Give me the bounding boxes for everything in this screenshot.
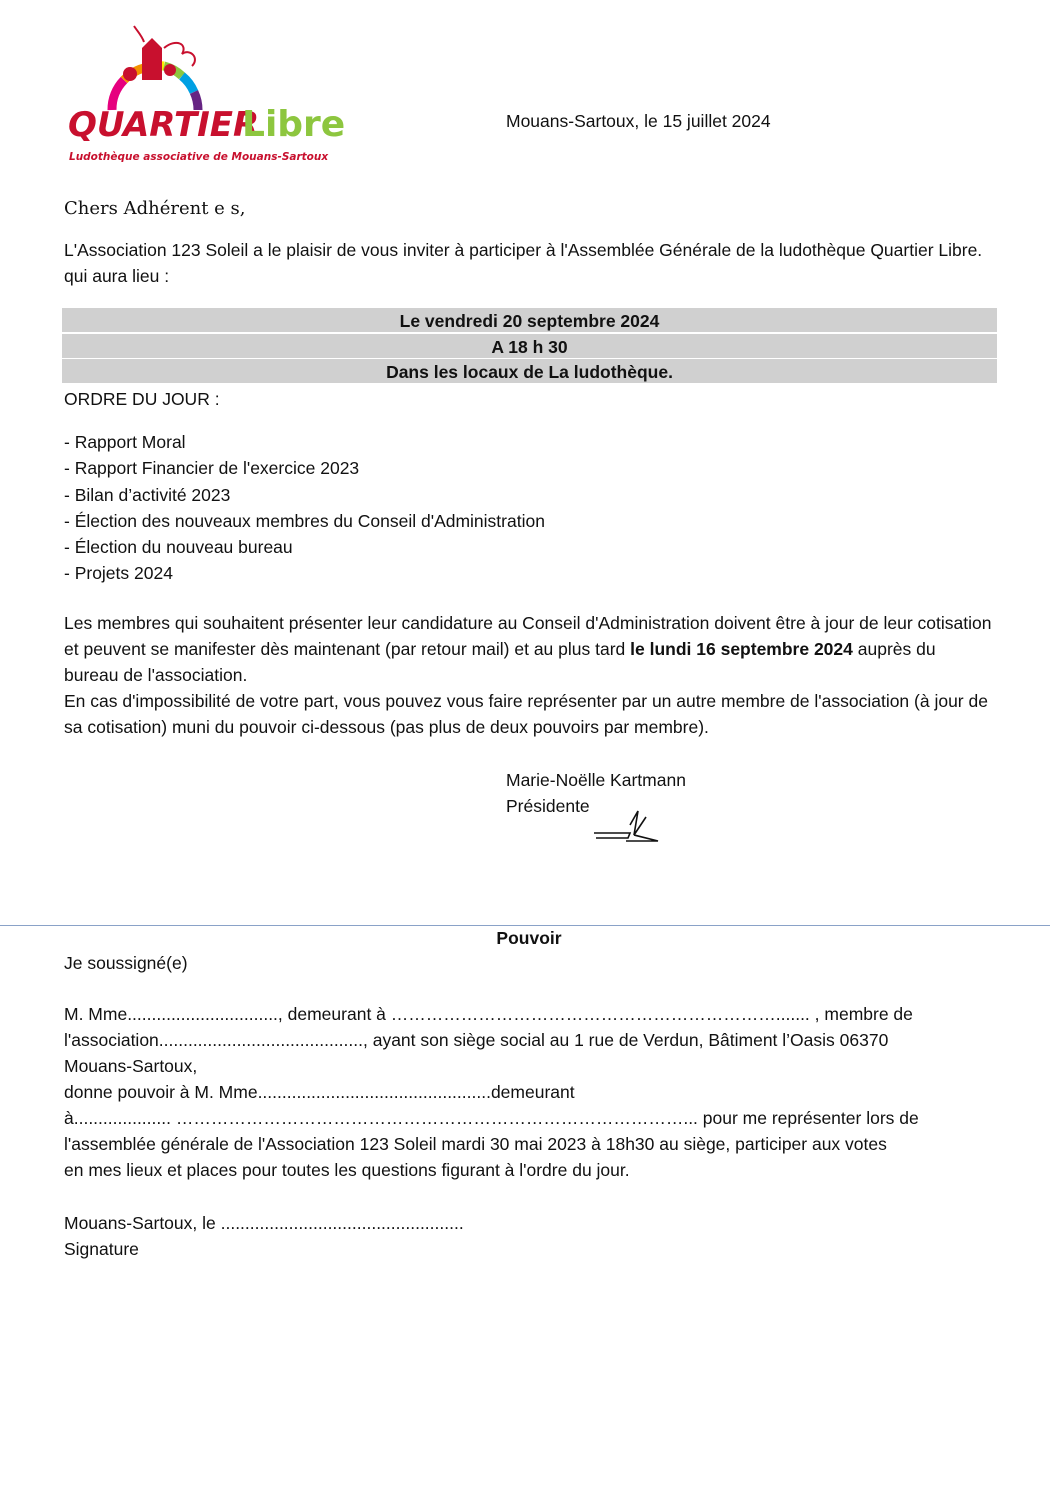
agenda-item: - Bilan d’activité 2023: [64, 484, 231, 505]
pouvoir-title: Pouvoir: [496, 928, 562, 948]
letter-place-date: Mouans-Sartoux, le 15 juillet 2024: [506, 111, 771, 131]
pouvoir-line: l'association.........................................., ayant son siège social au 1 rue de Verdun, Bâtiment l’Oasis 06370: [64, 1030, 889, 1050]
agenda-item: - Projets 2024: [64, 563, 173, 584]
pouvoir-body: [64, 1001, 994, 1183]
pouvoir-line: à.................... ……………………………………………………………………………... pour me représenter lors de: [64, 1108, 919, 1128]
event-time: A 18 h 30: [62, 334, 997, 358]
logo-quartier-text: QUARTIER: [68, 105, 260, 145]
agenda-item: - Élection des nouveaux membres du Conseil d'Administration: [64, 510, 545, 531]
signatory-title: Présidente: [506, 796, 590, 816]
pouvoir-signature-label: Signature: [64, 1239, 139, 1259]
candidature-text: Les membres qui souhaitent présenter leur candidature au Conseil d'Administration doivent être à jour de leur cotisation et peuvent se manifester dès maintenant (par retour mail) et au plus tard: [64, 613, 992, 659]
agenda-item: - Rapport Moral: [64, 432, 186, 452]
signatory-name: Marie-Noëlle Kartmann: [506, 770, 686, 790]
pouvoir-line: en mes lieux et places pour toutes les questions figurant à l'ordre du jour.: [64, 1160, 630, 1180]
agenda-title: ORDRE DU JOUR :: [64, 389, 220, 409]
event-date: Le vendredi 20 septembre 2024: [62, 308, 997, 332]
pouvoir-line: donne pouvoir à M. Mme................................................demeurant: [64, 1082, 575, 1102]
quartier-libre-logo: [64, 18, 354, 168]
intro-paragraph: L'Association 123 Soleil a le plaisir de vous inviter à participer à l'Assemblée Générale de la ludothèque Quartier Libre. qui aura lieu :: [64, 240, 983, 286]
agenda-item: - Rapport Financier de l'exercice 2023: [64, 458, 360, 479]
agenda-list: [64, 429, 545, 587]
handwritten-signature: [590, 805, 662, 849]
logo-tagline-text: Ludothèque associative de Mouans-Sartoux: [69, 151, 329, 163]
agenda-item: - Élection du nouveau bureau: [64, 537, 293, 558]
pouvoir-undersigned: Je soussigné(e): [64, 953, 188, 973]
pouvoir-line: l'assemblée générale de l'Association 123 Soleil mardi 30 mai 2023 à 18h30 au siège, participer aux votes: [64, 1134, 887, 1154]
logo-libre-text: Libre: [242, 104, 346, 145]
pouvoir-line: M. Mme..............................., demeurant à …………………………………………………………....... , membre de: [64, 1004, 913, 1024]
pouvoir-line: Mouans-Sartoux,: [64, 1056, 198, 1076]
candidature-paragraph: [64, 610, 994, 688]
proxy-paragraph: En cas d'impossibilité de votre part, vous pouvez vous faire représenter par un autre membre de l'association (à jour de sa cotisation) muni du pouvoir ci-dessous (pas plus de deux pouvoirs par membre).: [64, 691, 988, 737]
pouvoir-place-date: Mouans-Sartoux, le ..................................................: [64, 1213, 464, 1233]
candidature-deadline: le lundi 16 septembre 2024: [630, 639, 853, 659]
candidature-text-end: auprès du bureau de l'association.: [64, 639, 936, 685]
event-place: Dans les locaux de La ludothèque.: [62, 359, 997, 383]
salutation: Chers Adhérent e s,: [64, 198, 246, 219]
